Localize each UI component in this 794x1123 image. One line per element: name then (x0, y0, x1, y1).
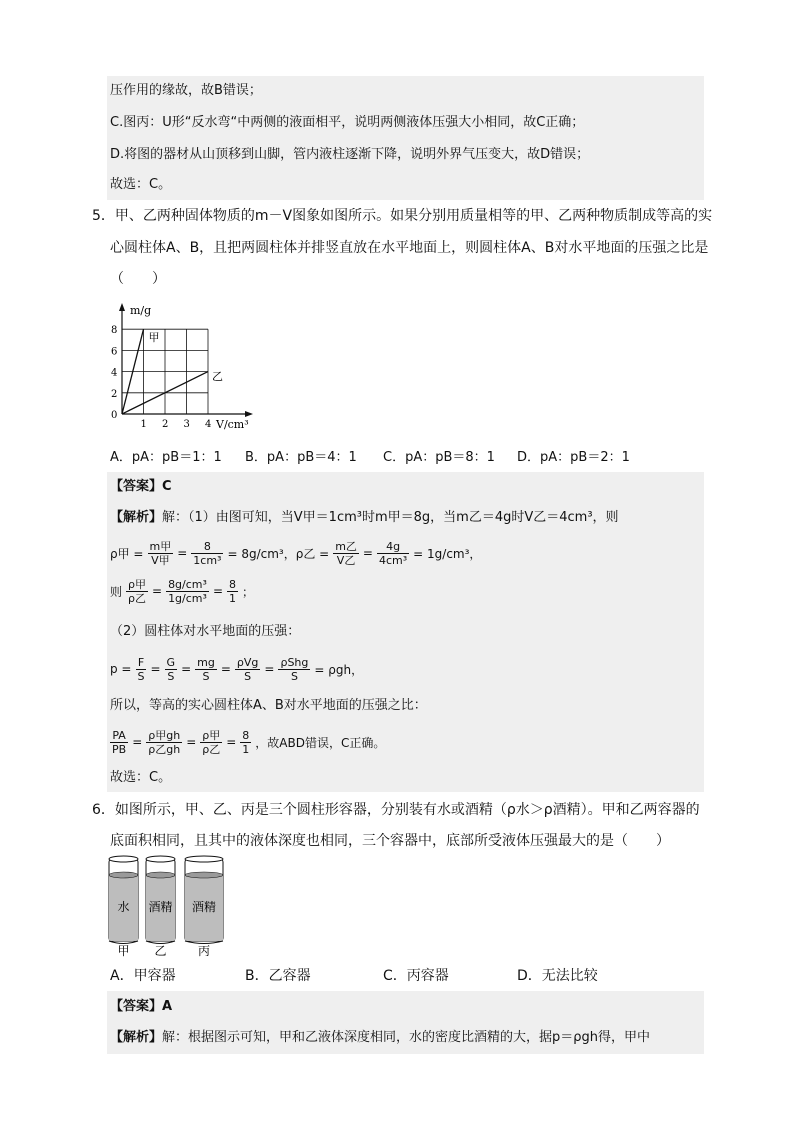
q6-option-c: C．丙容器 (383, 968, 449, 984)
y-tick-label: 6 (111, 346, 118, 358)
x-tick-label: 4 (205, 419, 212, 430)
q6-analysis-text: 解：根据图示可知，甲和乙液体深度相同，水的密度比酒精的大，据p＝ρgh得，甲中 (162, 1030, 651, 1045)
prev-line-4: 故选：C。 (110, 177, 172, 192)
q5-option-b: B．pA：pB＝4：1 (245, 450, 357, 465)
q6-stem-line-2: 底面积相同，且其中的液体深度也相同，三个容器中，底部所受液体压强最大的是（ ） (110, 833, 670, 849)
frac-rhoShg-over-S: $\frac{\text{ρShg}}{S}$ (280, 655, 309, 683)
analysis-label: 【解析】 (110, 510, 163, 525)
container-label-2: 乙 (154, 944, 167, 958)
x-tick-label: 2 (162, 419, 169, 430)
y-axis-label: m/g (130, 304, 152, 317)
frac-rho-only: $\frac{\text{ρ甲}}{\text{ρ乙}}$ (202, 728, 221, 756)
q5-stem-line-3: （ ） (110, 271, 166, 287)
q6-stem-line-1: 6．如图所示，甲、乙、丙是三个圆柱形容器，分别装有水或酒精（ρ水＞ρ酒精）。甲和乙两容器的 (92, 802, 700, 818)
frac-4g-over-4cm3: $\frac{4g}{\text{4cm³}}$ (378, 539, 408, 567)
q5-option-a: A．pA：pB＝1：1 (110, 450, 222, 465)
x-tick-label: 1 (140, 419, 147, 430)
series-label-2: 乙 (212, 369, 223, 383)
q5-choose: 故选：C。 (110, 770, 172, 785)
q5-pressure-equation: p = $\frac{F}{S}$ = $\frac{G}{S}$ = $\frac{mg}{S}$ = $\frac{\text{ρVg}}{S}$ = $\frac{\text{ρShg}}{S}$ = ρgh， (110, 655, 364, 683)
density-jia-result: = 8g/cm³，ρ乙 = (227, 546, 330, 561)
q6-answer: 【答案】A (110, 999, 173, 1014)
x-axis-label: V/cm³ (216, 418, 249, 431)
y-tick-label: 4 (111, 367, 118, 379)
q5-so-line: 所以，等高的实心圆柱体A、B对水平地面的压强之比： (110, 698, 427, 713)
container-label-3: 丙 (197, 944, 211, 958)
q5-mv-graph (108, 300, 258, 435)
q5-final-ratio-equation: $\frac{PA}{PB}$ = $\frac{\text{ρ甲gh}}{\text{ρ乙gh}}$ = $\frac{\text{ρ甲}}{\text{ρ乙}}$ = $\frac{8}{1}$ ，故ABD错误，C正确。 (112, 728, 386, 756)
prev-line-1: 压作用的缘故，故B错误； (110, 83, 262, 98)
x-tick-label: 3 (183, 419, 190, 430)
frac-G-over-S: $\frac{G}{S}$ (166, 655, 176, 683)
q6-option-d: D．无法比较 (517, 968, 598, 984)
frac-rhogh: $\frac{\text{ρ甲gh}}{\text{ρ乙gh}}$ (148, 728, 181, 756)
frac-density-values: $\frac{\text{8g/cm³}}{\text{1g/cm³}}$ (168, 577, 207, 605)
frac-rho-ratio: $\frac{\text{ρ甲}}{\text{ρ乙}}$ (128, 577, 146, 605)
frac-F-over-S: $\frac{F}{S}$ (137, 655, 145, 683)
container-label-1: 甲 (117, 944, 130, 958)
q5-ratio-equation: 则 $\frac{\text{ρ甲}}{\text{ρ乙}}$ = $\frac{\text{8g/cm³}}{\text{1g/cm³}}$ = $\frac{8}{1}$ ； (110, 577, 255, 605)
q5-part-2: （2）圆柱体对水平地面的压强： (110, 624, 301, 639)
y-tick-label: 2 (111, 388, 118, 400)
analysis-text: 解：（1）由图可知，当V甲＝1cm³时m甲＝8g，当m乙＝4g时V乙＝4cm³，则 (162, 510, 619, 525)
liquid-label-1: 水 (117, 900, 130, 914)
frac-m-over-v-jia: $\frac{\text{m甲}}{\text{V甲}}$ (149, 539, 172, 567)
y-tick-label: 8 (111, 325, 118, 337)
q6-analysis-line-1 (110, 1029, 650, 1047)
frac-8-over-1: $\frac{8}{1}$ (229, 577, 236, 605)
y-tick-label: 0 (111, 410, 118, 421)
q5-stem-line-1: 5．甲、乙两种固体物质的m－V图象如图所示。如果分别用质量相等的甲、乙两种物质制成等高的实 (92, 208, 713, 224)
q5-stem-line-2: 心圆柱体A、B，且把两圆柱体并排竖直放在水平地面上，则圆柱体A、B对水平地面的压强之比是 (110, 240, 709, 256)
q5-density-equation: ρ甲 = $\frac{\text{m甲}}{\text{V甲}}$ = $\frac{8}{\text{1cm³}}$ = 8g/cm³，ρ乙 = $\frac{\text{m乙}}{\text{V乙}}$ = $\frac{4g}{\text{4cm³}}$ = 1g/cm³， (110, 539, 482, 567)
ze-label: 则 (110, 584, 123, 599)
rho-jia-label: ρ甲 = (110, 546, 144, 561)
prev-line-2: C.图丙：U形“反水弯“中两侧的液面相平，说明两侧液体压强大小相同，故C正确； (110, 115, 585, 130)
q5-analysis-line-1 (110, 509, 619, 527)
frac-m-over-v-yi: $\frac{\text{m乙}}{\text{V乙}}$ (335, 539, 357, 567)
liquid-label-2: 酒精 (148, 900, 173, 914)
frac-PA-over-PB: $\frac{PA}{PB}$ (112, 728, 127, 756)
q5-option-d: D．pA：pB＝2：1 (517, 450, 630, 465)
q5-answer: 【答案】C (110, 479, 172, 494)
frac-rhoVg-over-S: $\frac{\text{ρVg}}{S}$ (236, 655, 259, 683)
q6-containers-figure (105, 855, 235, 960)
density-yi-result: = 1g/cm³， (413, 546, 482, 561)
frac-8-over-1cm3: $\frac{8}{\text{1cm³}}$ (193, 539, 222, 567)
series-label-1: 甲 (148, 330, 160, 344)
q6-option-b: B．乙容器 (245, 968, 311, 984)
q5-option-c: C．pA：pB＝8：1 (383, 450, 495, 465)
q6-option-a: A．甲容器 (110, 968, 176, 984)
frac-8-1-final: $\frac{8}{1}$ (242, 728, 250, 756)
q6-analysis-label: 【解析】 (110, 1030, 163, 1045)
frac-mg-over-S: $\frac{mg}{S}$ (197, 655, 215, 683)
prev-line-3: D.将图的器材从山顶移到山脚，管内液柱逐渐下降，说明外界气压变大，故D错误； (110, 147, 590, 162)
liquid-label-3: 酒精 (191, 900, 217, 914)
